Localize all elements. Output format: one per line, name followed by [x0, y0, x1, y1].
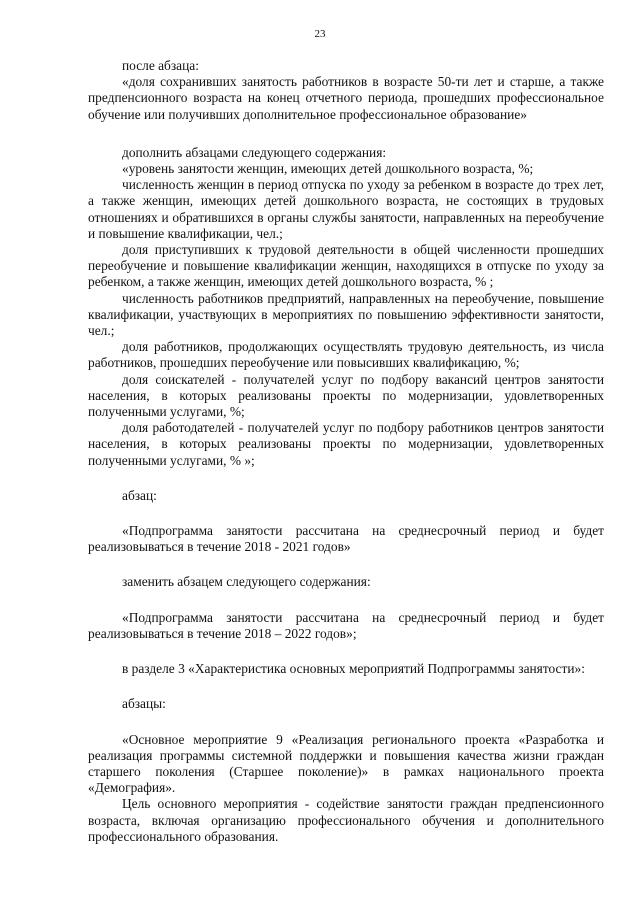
paragraph-indicator-6: доля соискателей - получателей услуг по подбору вакансий центров занятости населения, в которых реализованы проекты по модернизации, удовлетворенных полученными услугами, %;: [88, 371, 604, 420]
paragraph-quoted-indicator: «доля сохранивших занятость работников в возрасте 50-ти лет и старше, а также предпенсионного возраста на конец отчетного периода, прошедших профессиональное обучение или получивших дополнительное профессиональное образование»: [88, 74, 604, 122]
paragraph-indicator-4: численность работников предприятий, направленных на переобучение, повышение квалификации, участвующих в мероприятиях по повышению эффективности занятости, чел.;: [88, 290, 604, 339]
paragraph-label-abzac: абзац:: [122, 487, 157, 503]
paragraph-section-3: в разделе 3 «Характеристика основных мероприятий Подпрограммы занятости»:: [122, 661, 585, 677]
paragraph-indicator-7: доля работодателей - получателей услуг по подбору работников центров занятости населения, в которых реализованы проекты по модернизации, удовлетворенных полученными услугами, % »;: [88, 420, 604, 468]
paragraph-main-activity-9: «Основное мероприятие 9 «Реализация регионального проекта «Разработка и реализация программы системной поддержки и повышения качества жизни граждан старшего поколения (Старшее поколение)» в рамках национального проекта «Демография».: [88, 731, 604, 796]
document-body: [88, 58, 604, 845]
paragraph-supplement-intro: дополнить абзацами следующего содержания:: [122, 144, 387, 160]
paragraph-indicator-1: «уровень занятости женщин, имеющих детей дошкольного возраста, %;: [122, 161, 534, 177]
paragraph-indicator-3: доля приступивших к трудовой деятельности в общей численности прошедших переобучение и повышение квалификации женщин, находящихся в отпуске по уходу за ребенком, а также женщин, имеющих детей дошкольного возраста, % ;: [88, 242, 604, 290]
paragraph-activity-goal: Цель основного мероприятия - содействие занятости граждан предпенсионного возраста, включая организацию профессионального обучения и дополнительного профессионального образования.: [88, 796, 604, 844]
paragraph-indicator-5: доля работников, продолжающих осуществлять трудовую деятельность, из числа работников, прошедших переобучение или повысивших квалификацию, %;: [88, 339, 604, 371]
paragraph-label-abzacy: абзацы:: [122, 696, 166, 712]
page-number: 23: [314, 28, 326, 40]
paragraph-old-period: «Подпрограмма занятости рассчитана на среднесрочный период и будет реализовываться в течение 2018 - 2021 годов»: [88, 523, 604, 555]
paragraph-indicator-2: численность женщин в период отпуска по уходу за ребенком в возрасте до трех лет, а также женщин, имеющих детей дошкольного возраста, не состоящих в трудовых отношениях и обратившихся в органы службы занятости, направленных на переобучение и повышение квалификации, чел.;: [88, 177, 604, 241]
paragraph-replace-intro: заменить абзацем следующего содержания:: [122, 574, 371, 590]
paragraph-new-period: «Подпрограмма занятости рассчитана на среднесрочный период и будет реализовываться в течение 2018 – 2022 годов»;: [88, 609, 604, 641]
paragraph-after-paragraph: после абзаца:: [122, 58, 199, 73]
